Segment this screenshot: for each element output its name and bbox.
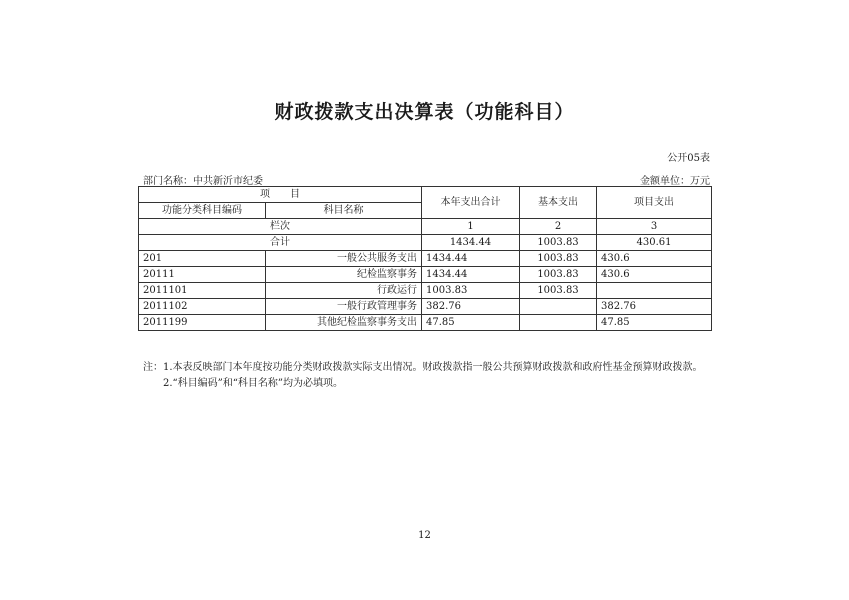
column-index-3: 3	[597, 219, 712, 235]
column-index-1: 1	[422, 219, 520, 235]
header-item: 项 目	[139, 187, 422, 203]
row-basic	[520, 315, 597, 331]
total-row	[139, 235, 712, 251]
row-total: 1434.44	[422, 251, 520, 267]
amount-unit: 金额单位：万元	[640, 176, 710, 187]
note-line-2: 2.“科目编码”和“科目名称”均为必填项。	[163, 378, 343, 389]
column-index-label: 栏次	[139, 219, 422, 235]
note-line-1: 注：1.本表反映部门本年度按功能分类财政拨款实际支出情况。财政拨款指一般公共预算财政拨款和政府性基金预算财政拨款。	[143, 362, 703, 373]
page-number: 12	[418, 530, 431, 541]
row-name: 一般公共服务支出	[266, 251, 422, 267]
row-total: 1434.44	[422, 267, 520, 283]
total-label: 合计	[139, 235, 422, 251]
row-basic	[520, 299, 597, 315]
row-code: 20111	[139, 267, 266, 283]
row-name: 一般行政管理事务	[266, 299, 422, 315]
table-row	[139, 251, 712, 267]
row-code: 201	[139, 251, 266, 267]
row-basic: 1003.83	[520, 267, 597, 283]
header-name: 科目名称	[266, 203, 422, 219]
row-total: 382.76	[422, 299, 520, 315]
row-project	[597, 283, 712, 299]
expenditure-table	[138, 186, 712, 331]
header-basic: 基本支出	[520, 187, 597, 219]
header-total: 本年支出合计	[422, 187, 520, 219]
row-total: 47.85	[422, 315, 520, 331]
form-code: 公开05表	[667, 153, 710, 164]
row-name: 行政运行	[266, 283, 422, 299]
header-code: 功能分类科目编码	[139, 203, 266, 219]
row-basic: 1003.83	[520, 283, 597, 299]
header-project: 项目支出	[597, 187, 712, 219]
table-row	[139, 267, 712, 283]
row-code: 2011101	[139, 283, 266, 299]
row-project: 47.85	[597, 315, 712, 331]
table-row	[139, 315, 712, 331]
total-project: 430.61	[597, 235, 712, 251]
total-amount: 1434.44	[422, 235, 520, 251]
row-basic: 1003.83	[520, 251, 597, 267]
row-total: 1003.83	[422, 283, 520, 299]
department-name: 部门名称：中共新沂市纪委	[143, 176, 263, 187]
total-basic: 1003.83	[520, 235, 597, 251]
row-project: 430.6	[597, 267, 712, 283]
table-row	[139, 299, 712, 315]
row-code: 2011199	[139, 315, 266, 331]
column-index-row	[139, 219, 712, 235]
column-index-2: 2	[520, 219, 597, 235]
header-row-1	[139, 187, 712, 203]
table-row	[139, 283, 712, 299]
row-code: 2011102	[139, 299, 266, 315]
row-project: 430.6	[597, 251, 712, 267]
page-title: 财政拨款支出决算表（功能科目）	[274, 101, 575, 123]
row-name: 纪检监察事务	[266, 267, 422, 283]
row-name: 其他纪检监察事务支出	[266, 315, 422, 331]
row-project: 382.76	[597, 299, 712, 315]
